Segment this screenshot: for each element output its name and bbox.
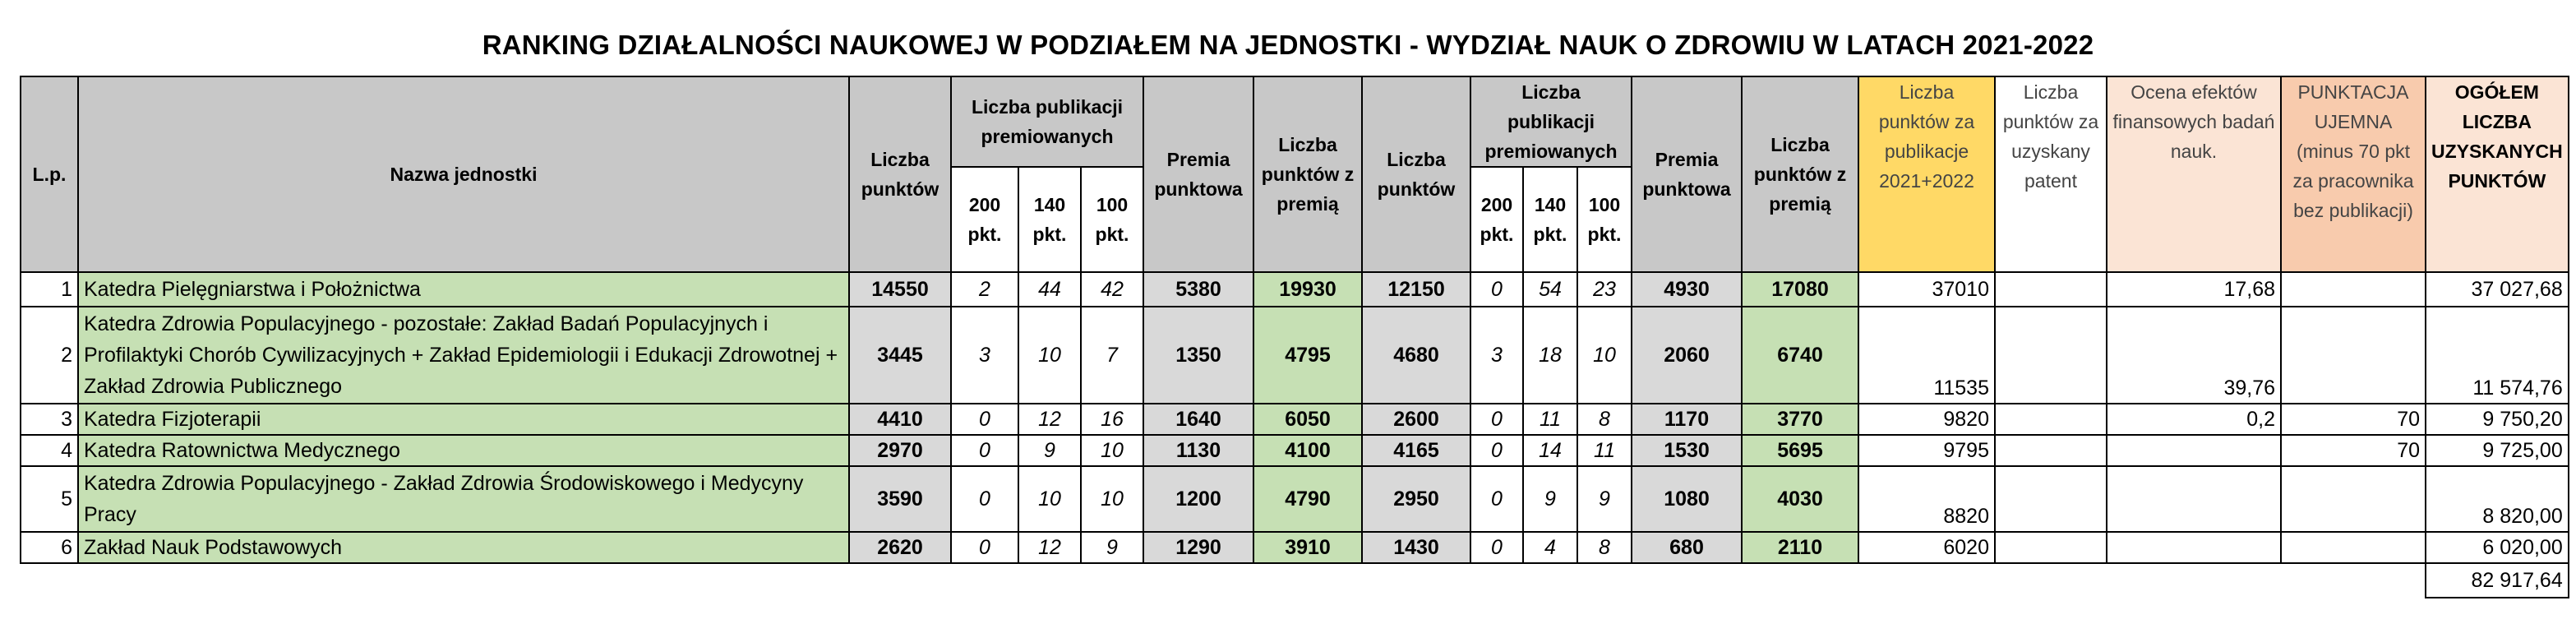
- header-140pkt-b: 140 pkt.: [1523, 167, 1577, 272]
- header-name: Nazwa jednostki: [78, 76, 849, 272]
- cell-points-bonus-b: 2110: [1742, 532, 1858, 563]
- cell-lp: 6: [21, 532, 78, 563]
- table-row: [21, 466, 2569, 532]
- cell-bonus-b: 680: [1632, 532, 1742, 563]
- cell-points-b: 2950: [1362, 466, 1470, 532]
- empty-cell: [1742, 563, 1858, 598]
- cell-lp: 1: [21, 272, 78, 307]
- header-financial: Ocena efektów finansowych badań nauk.: [2107, 76, 2281, 272]
- grand-total-row: [21, 563, 2569, 598]
- header-140pkt: 140 pkt.: [1018, 167, 1081, 272]
- cell-points-b: 2600: [1362, 404, 1470, 435]
- header-pub-points: Liczba punktów za publikacje 2021+2022: [1858, 76, 1995, 272]
- empty-cell: [1523, 563, 1577, 598]
- cell-pub-points: 11535: [1858, 307, 1995, 404]
- empty-cell: [1143, 563, 1253, 598]
- empty-cell: [2107, 563, 2281, 598]
- cell-pub-100-b: 8: [1577, 532, 1632, 563]
- cell-name: Katedra Fizjoterapii: [78, 404, 849, 435]
- empty-cell: [2281, 563, 2426, 598]
- header-pub-group-b: Liczba publikacji premiowanych: [1470, 76, 1632, 167]
- cell-points: 14550: [849, 272, 951, 307]
- cell-bonus-b: 4930: [1632, 272, 1742, 307]
- cell-points: 3590: [849, 466, 951, 532]
- header-200pkt-b: 200 pkt.: [1470, 167, 1523, 272]
- cell-name: Zakład Nauk Podstawowych: [78, 532, 849, 563]
- cell-financial: [2107, 466, 2281, 532]
- cell-pub-100: 16: [1081, 404, 1143, 435]
- cell-negative: [2281, 272, 2426, 307]
- cell-financial: 17,68: [2107, 272, 2281, 307]
- cell-pub-140-b: 18: [1523, 307, 1577, 404]
- cell-total: 9 750,20: [2426, 404, 2569, 435]
- table-row: [21, 435, 2569, 466]
- cell-financial: [2107, 435, 2281, 466]
- cell-negative: [2281, 307, 2426, 404]
- cell-pub-200-b: 0: [1470, 532, 1523, 563]
- table-row: [21, 307, 2569, 404]
- cell-points-bonus: 4795: [1253, 307, 1362, 404]
- cell-pub-140-b: 9: [1523, 466, 1577, 532]
- cell-pub-100-b: 9: [1577, 466, 1632, 532]
- cell-pub-140: 10: [1018, 307, 1081, 404]
- cell-patent: [1995, 435, 2107, 466]
- cell-points: 2970: [849, 435, 951, 466]
- header-bonus: Premia punktowa: [1143, 76, 1253, 272]
- cell-lp: 3: [21, 404, 78, 435]
- header-negative: PUNKTACJA UJEMNA (minus 70 pkt za pracownika bez publikacji): [2281, 76, 2426, 272]
- cell-pub-100-b: 23: [1577, 272, 1632, 307]
- cell-points-bonus-b: 5695: [1742, 435, 1858, 466]
- cell-pub-200: 0: [951, 435, 1018, 466]
- cell-points-bonus-b: 6740: [1742, 307, 1858, 404]
- table-row: [21, 272, 2569, 307]
- cell-pub-points: 8820: [1858, 466, 1995, 532]
- cell-pub-200: 2: [951, 272, 1018, 307]
- header-200pkt: 200 pkt.: [951, 167, 1018, 272]
- cell-patent: [1995, 466, 2107, 532]
- empty-cell: [1470, 563, 1523, 598]
- cell-pub-200-b: 0: [1470, 272, 1523, 307]
- cell-bonus: 5380: [1143, 272, 1253, 307]
- header-patent: Liczba punktów za uzyskany patent: [1995, 76, 2107, 272]
- page-title: RANKING DZIAŁALNOŚCI NAUKOWEJ W PODZIAŁEM NA JEDNOSTKI - WYDZIAŁ NAUK O ZDROWIU W LATACH 2021-2022: [482, 30, 2094, 60]
- cell-pub-points: 37010: [1858, 272, 1995, 307]
- cell-lp: 4: [21, 435, 78, 466]
- cell-points: 2620: [849, 532, 951, 563]
- cell-name: Katedra Zdrowia Populacyjnego - pozostałe: Zakład Badań Populacyjnych i Profilaktyki Chorób Cywilizacyjnych + Zakład Epidemiologii i Edukacji Zdrowotnej + Zakład Zdrowia Publicznego: [78, 307, 849, 404]
- empty-cell: [951, 563, 1018, 598]
- cell-points-b: 4165: [1362, 435, 1470, 466]
- header-100pkt: 100 pkt.: [1081, 167, 1143, 272]
- cell-points-bonus-b: 4030: [1742, 466, 1858, 532]
- cell-bonus: 1350: [1143, 307, 1253, 404]
- cell-total: 6 020,00: [2426, 532, 2569, 563]
- cell-pub-200: 0: [951, 404, 1018, 435]
- header-total: OGÓŁEM LICZBA UZYSKANYCH PUNKTÓW: [2426, 76, 2569, 272]
- cell-pub-100: 10: [1081, 435, 1143, 466]
- cell-pub-140: 10: [1018, 466, 1081, 532]
- cell-total: 8 820,00: [2426, 466, 2569, 532]
- cell-total: 37 027,68: [2426, 272, 2569, 307]
- cell-lp: 2: [21, 307, 78, 404]
- empty-cell: [1858, 563, 1995, 598]
- cell-patent: [1995, 307, 2107, 404]
- cell-points-b: 12150: [1362, 272, 1470, 307]
- empty-cell: [1995, 563, 2107, 598]
- cell-financial: [2107, 532, 2281, 563]
- empty-cell: [1253, 563, 1362, 598]
- cell-pub-100: 10: [1081, 466, 1143, 532]
- cell-bonus-b: 2060: [1632, 307, 1742, 404]
- cell-pub-200: 0: [951, 532, 1018, 563]
- cell-points-b: 4680: [1362, 307, 1470, 404]
- empty-cell: [1362, 563, 1470, 598]
- cell-pub-200: 3: [951, 307, 1018, 404]
- cell-bonus: 1640: [1143, 404, 1253, 435]
- cell-pub-140-b: 14: [1523, 435, 1577, 466]
- cell-pub-100: 42: [1081, 272, 1143, 307]
- cell-bonus-b: 1170: [1632, 404, 1742, 435]
- header-bonus-b: Premia punktowa: [1632, 76, 1742, 272]
- header-pub-group: Liczba publikacji premiowanych: [951, 76, 1143, 167]
- cell-pub-140: 12: [1018, 532, 1081, 563]
- grand-total: 82 917,64: [2426, 563, 2569, 598]
- empty-cell: [21, 563, 78, 598]
- empty-cell: [78, 563, 849, 598]
- cell-bonus: 1200: [1143, 466, 1253, 532]
- table-row: [21, 404, 2569, 435]
- cell-bonus-b: 1080: [1632, 466, 1742, 532]
- cell-pub-points: 9795: [1858, 435, 1995, 466]
- cell-bonus-b: 1530: [1632, 435, 1742, 466]
- cell-bonus: 1130: [1143, 435, 1253, 466]
- cell-pub-200-b: 0: [1470, 466, 1523, 532]
- cell-pub-200-b: 0: [1470, 435, 1523, 466]
- cell-points: 4410: [849, 404, 951, 435]
- cell-patent: [1995, 272, 2107, 307]
- cell-total: 11 574,76: [2426, 307, 2569, 404]
- header-points: Liczba punktów: [849, 76, 951, 272]
- header-100pkt-b: 100 pkt.: [1577, 167, 1632, 272]
- header-points-b: Liczba punktów: [1362, 76, 1470, 272]
- cell-pub-points: 6020: [1858, 532, 1995, 563]
- cell-pub-200: 0: [951, 466, 1018, 532]
- empty-cell: [1632, 563, 1742, 598]
- cell-points: 3445: [849, 307, 951, 404]
- cell-points-bonus: 3910: [1253, 532, 1362, 563]
- cell-lp: 5: [21, 466, 78, 532]
- cell-pub-200-b: 0: [1470, 404, 1523, 435]
- cell-patent: [1995, 404, 2107, 435]
- ranking-table: [20, 76, 2569, 598]
- cell-points-bonus: 4790: [1253, 466, 1362, 532]
- cell-negative: 70: [2281, 435, 2426, 466]
- cell-financial: 39,76: [2107, 307, 2281, 404]
- empty-cell: [1018, 563, 1081, 598]
- cell-pub-100: 9: [1081, 532, 1143, 563]
- cell-financial: 0,2: [2107, 404, 2281, 435]
- cell-points-bonus-b: 17080: [1742, 272, 1858, 307]
- cell-name: Katedra Pielęgniarstwa i Położnictwa: [78, 272, 849, 307]
- cell-pub-100-b: 10: [1577, 307, 1632, 404]
- empty-cell: [849, 563, 951, 598]
- table-row: [21, 532, 2569, 563]
- cell-pub-140-b: 11: [1523, 404, 1577, 435]
- cell-pub-140: 44: [1018, 272, 1081, 307]
- cell-pub-140-b: 4: [1523, 532, 1577, 563]
- cell-pub-140-b: 54: [1523, 272, 1577, 307]
- cell-name: Katedra Zdrowia Populacyjnego - Zakład Zdrowia Środowiskowego i Medycyny Pracy: [78, 466, 849, 532]
- cell-pub-200-b: 3: [1470, 307, 1523, 404]
- header-lp: L.p.: [21, 76, 78, 272]
- cell-negative: 70: [2281, 404, 2426, 435]
- cell-name: Katedra Ratownictwa Medycznego: [78, 435, 849, 466]
- cell-total: 9 725,00: [2426, 435, 2569, 466]
- cell-points-bonus: 19930: [1253, 272, 1362, 307]
- cell-points-bonus: 4100: [1253, 435, 1362, 466]
- empty-cell: [1577, 563, 1632, 598]
- cell-negative: [2281, 466, 2426, 532]
- cell-pub-140: 9: [1018, 435, 1081, 466]
- cell-points-bonus: 6050: [1253, 404, 1362, 435]
- cell-pub-100-b: 11: [1577, 435, 1632, 466]
- empty-cell: [1081, 563, 1143, 598]
- cell-negative: [2281, 532, 2426, 563]
- header-points-bonus: Liczba punktów z premią: [1253, 76, 1362, 272]
- cell-patent: [1995, 532, 2107, 563]
- cell-points-b: 1430: [1362, 532, 1470, 563]
- cell-points-bonus-b: 3770: [1742, 404, 1858, 435]
- cell-pub-100: 7: [1081, 307, 1143, 404]
- cell-bonus: 1290: [1143, 532, 1253, 563]
- cell-pub-points: 9820: [1858, 404, 1995, 435]
- cell-pub-100-b: 8: [1577, 404, 1632, 435]
- header-points-bonus-b: Liczba punktów z premią: [1742, 76, 1858, 272]
- cell-pub-140: 12: [1018, 404, 1081, 435]
